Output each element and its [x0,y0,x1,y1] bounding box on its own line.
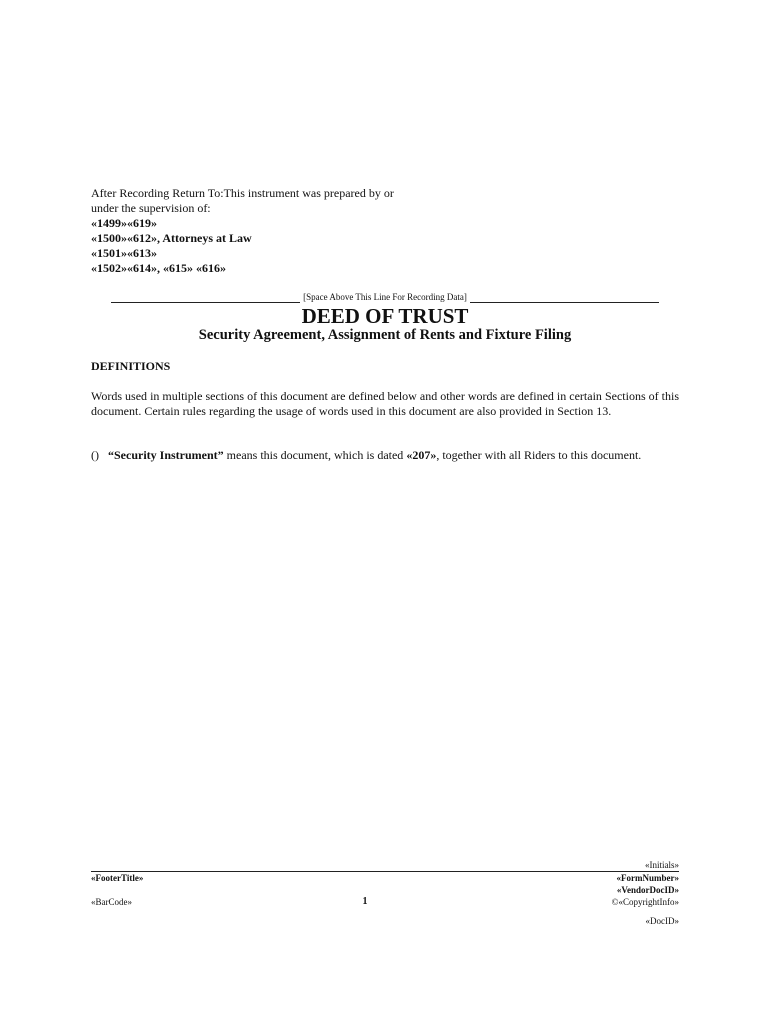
divider-rule-right [470,294,659,303]
definition-security-instrument [91,448,691,463]
definition-text-after: , together with all Riders to this document. [436,448,642,462]
footer-rule [91,871,679,872]
definition-date-field: «207» [406,448,437,462]
footer-bar-code: «BarCode» [91,897,132,907]
definition-term: “Security Instrument” [108,448,224,462]
recording-note: [Space Above This Line For Recording Data] [303,292,467,302]
footer-initials: «Initials» [645,860,679,870]
divider-rule-left [111,294,300,303]
return-line-3: «1499»«619» [91,216,157,230]
return-line-1: After Recording Return To:This instrument was prepared by or [91,186,394,200]
footer-form-number: «FormNumber» [616,873,679,883]
definitions-intro: Words used in multiple sections of this document are defined below and other words are defined in certain Sections of this document. Certain rules regarding the usage of words used in this document are also provided in Section 13. [91,389,679,418]
definitions-heading: DEFINITIONS [91,359,171,373]
return-line-4: «1500»«612», Attorneys at Law [91,231,252,245]
return-line-2: under the supervision of: [91,201,211,215]
footer-vendor-doc-id: «VendorDocID» [616,885,679,895]
footer-doc-id: «DocID» [645,916,679,926]
recording-space-divider [111,291,659,303]
definition-marker: () [91,448,99,462]
footer-title: «FooterTitle» [91,873,144,883]
definition-text-before: means this document, which is dated [223,448,407,462]
return-line-6: «1502»«614», «615» «616» [91,261,226,275]
document-subtitle: Security Agreement, Assignment of Rents and Fixture Filing [198,327,572,343]
page-number: 1 [362,896,368,907]
return-address-block [91,186,451,276]
return-line-5: «1501»«613» [91,246,157,260]
footer-copyright: ©«CopyrightInfo» [611,897,679,907]
document-title: DEED OF TRUST [301,304,469,328]
